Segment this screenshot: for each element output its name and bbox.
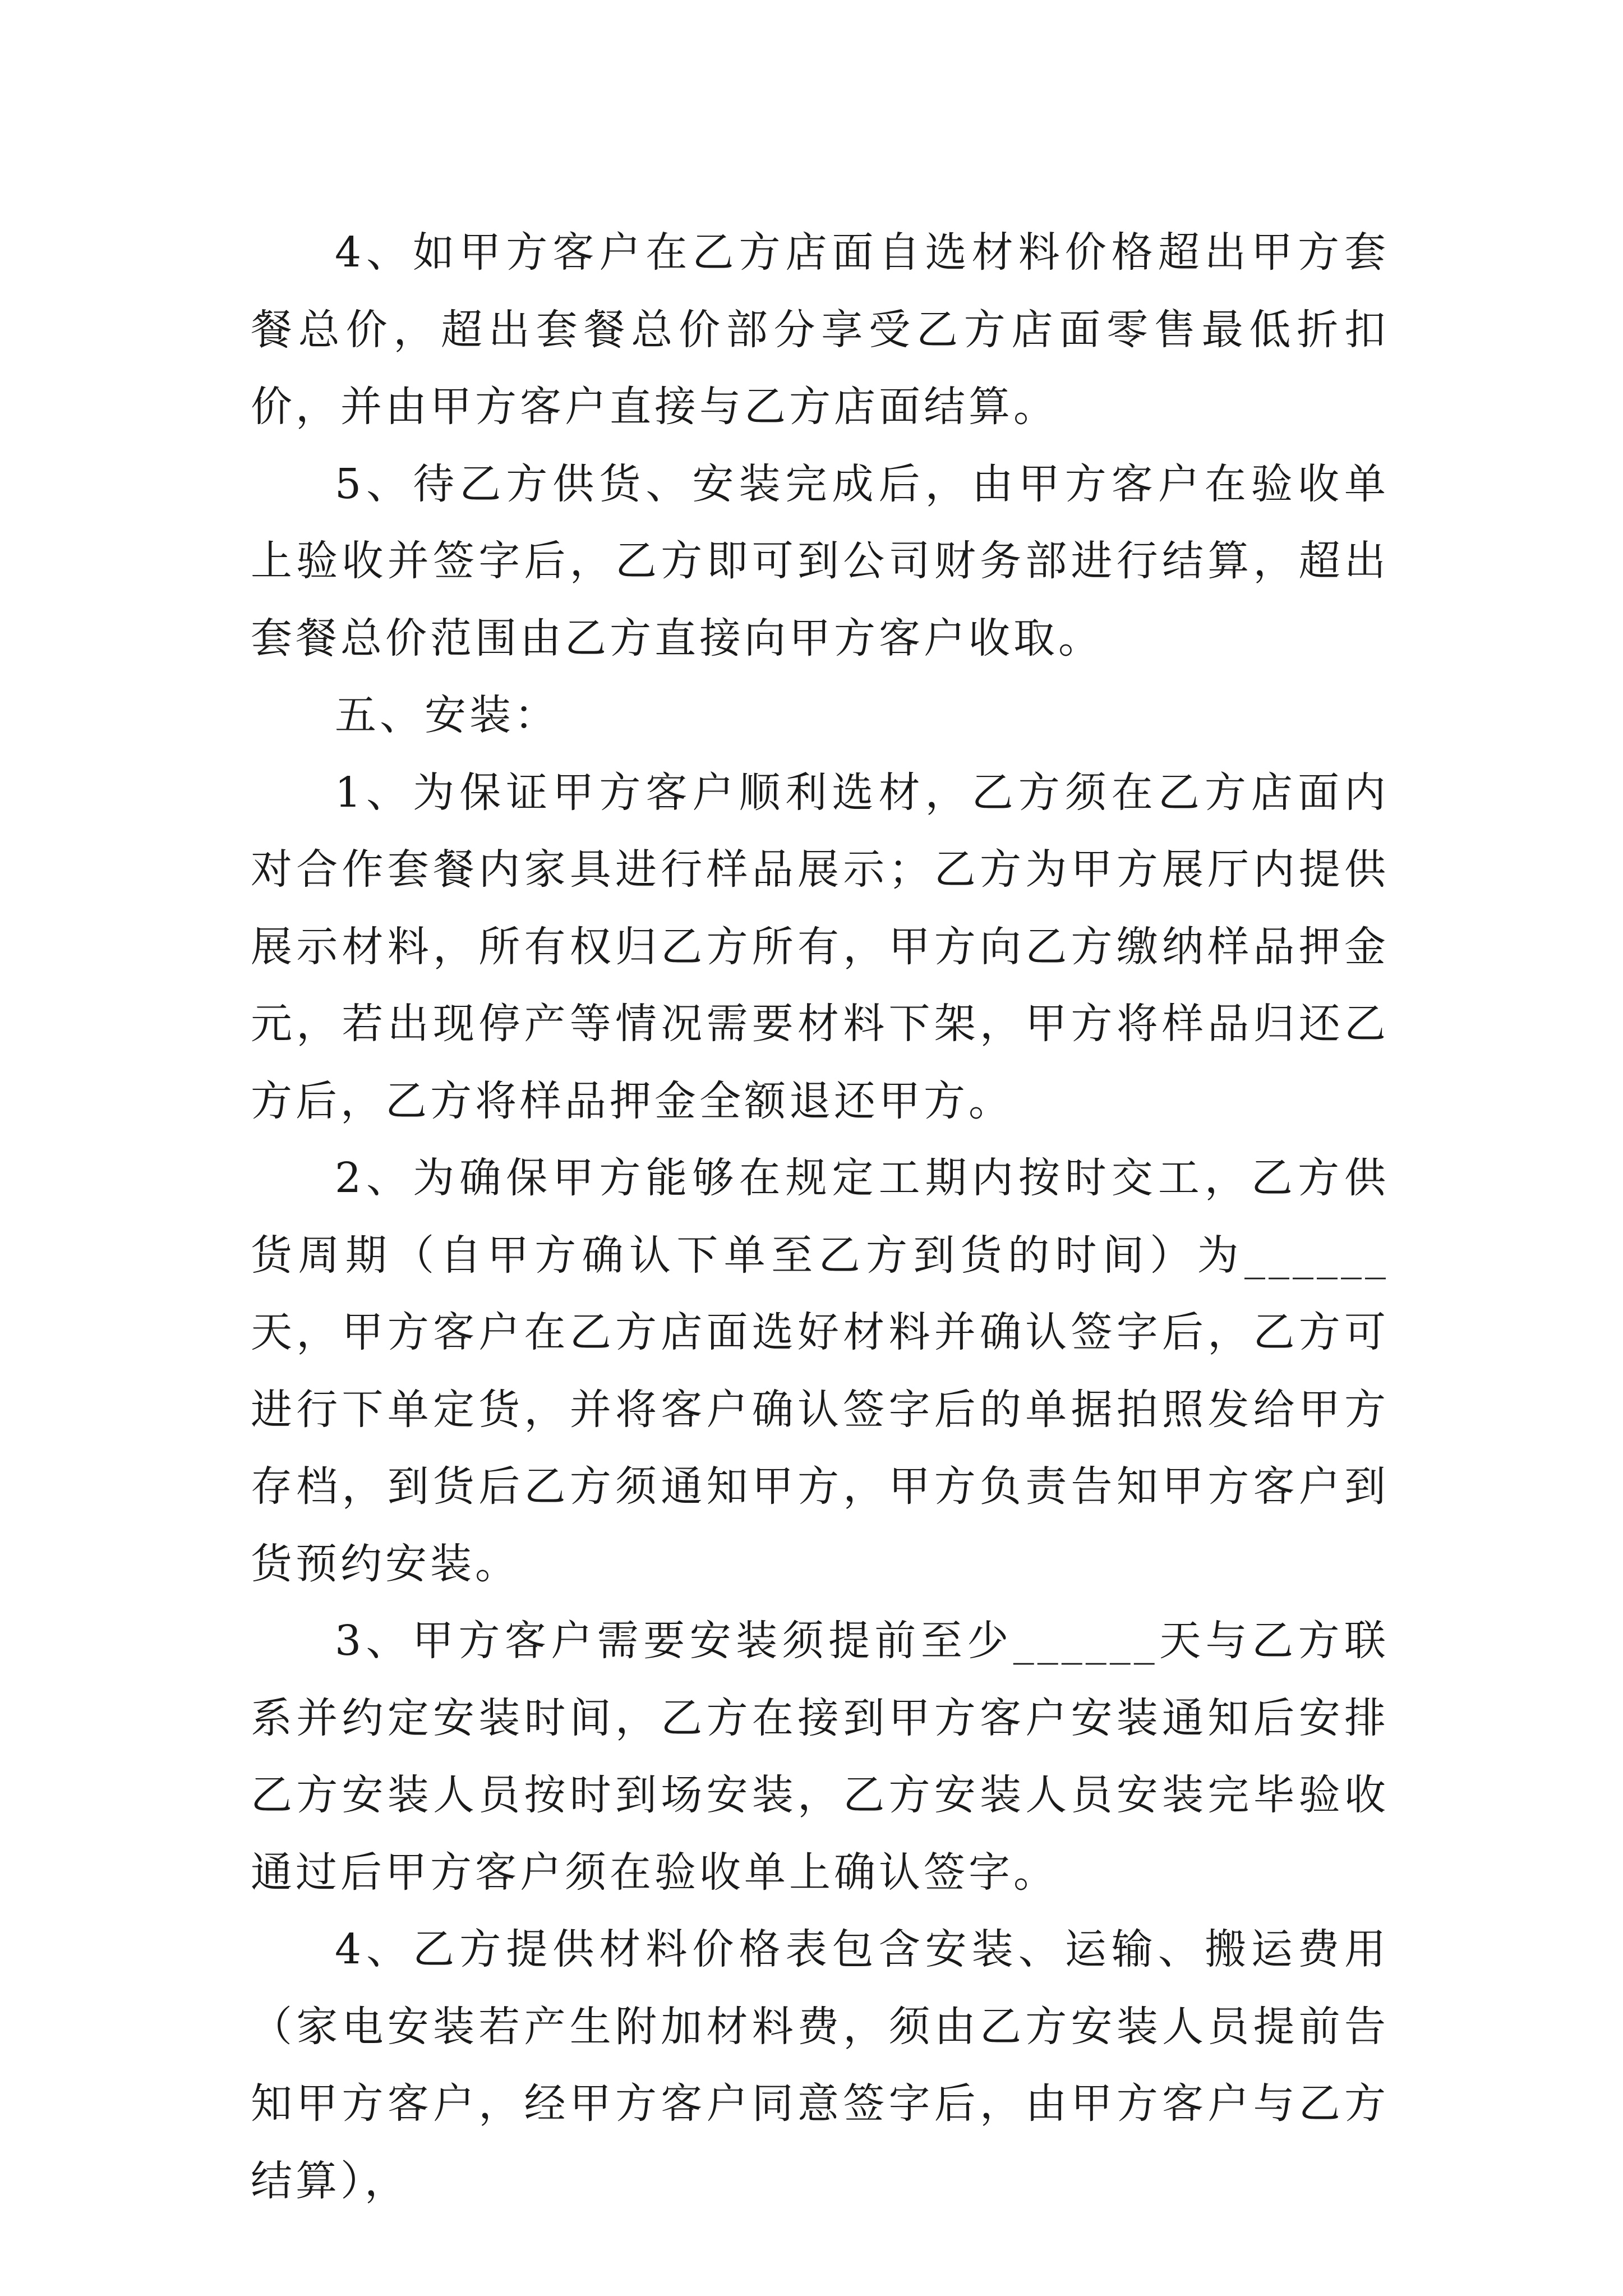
section-heading-installation: 五、安装： [335,691,559,739]
paragraph-settlement: 5、待乙方供货、安装完成后，由甲方客户在验收单上验收并签字后，乙方即可到公司财务部进行结算，超出套餐总价范围由乙方直接向甲方客户收取。 [251,459,1389,662]
paragraph-price-over-package: 4、如甲方客户在乙方店面自选材料价格超出甲方套餐总价，超出套餐总价部分享受乙方店面零售最低折扣价，并由甲方客户直接与乙方店面结算。 [251,228,1389,431]
paragraph-supply-cycle: 2、为确保甲方能够在规定工期内按时交工，乙方供货周期（自甲方确认下单至乙方到货的时间）为______天，甲方客户在乙方店面选好材料并确认签字后，乙方可进行下单定货，并将客户确认签字后的单据拍照发给甲方存档，到货后乙方须通知甲方，甲方负责告知甲方客户到货预约安装。 [251,1154,1389,1588]
paragraph-sample-display: 1、为保证甲方客户顺利选材，乙方须在乙方店面内对合作套餐内家具进行样品展示；乙方为甲方展厅内提供展示材料，所有权归乙方所有，甲方向乙方缴纳样品押金元，若出现停产等情况需要材料下架，甲方将样品归还乙方后，乙方将样品押金全额退还甲方。 [251,768,1389,1125]
document-body [251,214,1389,2220]
paragraph-installation-appointment: 3、甲方客户需要安装须提前至少______天与乙方联系并约定安装时间，乙方在接到甲方客户安装通知后安排乙方安装人员按时到场安装，乙方安装人员安装完毕验收通过后甲方客户须在验收单上确认签字。 [251,1617,1389,1897]
paragraph-price-includes: 4、乙方提供材料价格表包含安装、运输、搬运费用（家电安装若产生附加材料费，须由乙方安装人员提前告知甲方客户，经甲方客户同意签字后，由甲方客户与乙方结算）， [251,1925,1389,2205]
